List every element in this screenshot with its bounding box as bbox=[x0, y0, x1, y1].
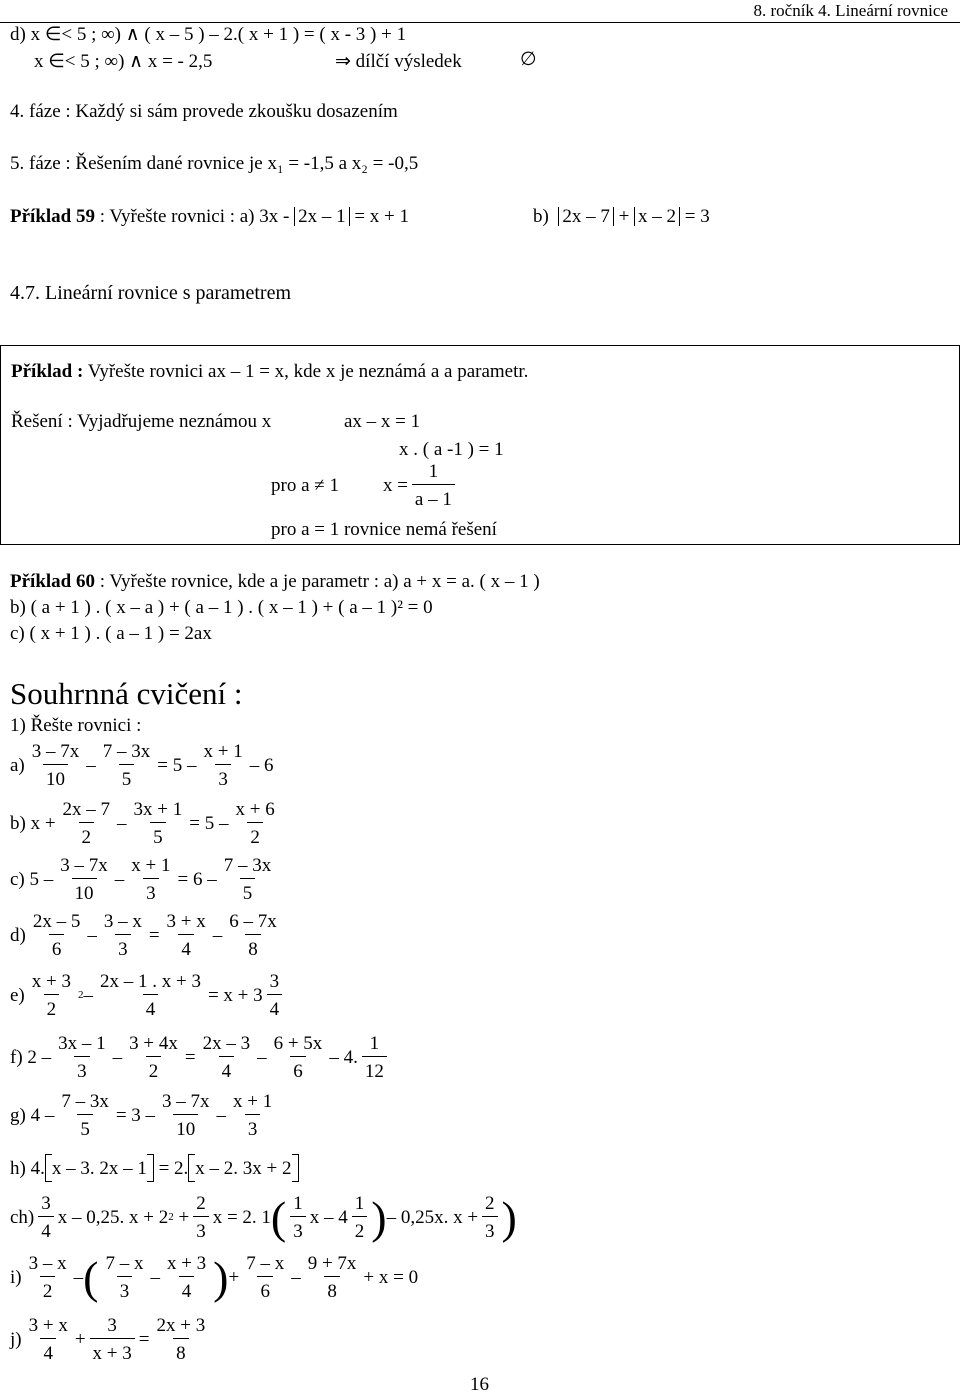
fraction bbox=[232, 800, 277, 847]
d-line-2b: ⇒ dílčí výsledek bbox=[335, 51, 462, 72]
example-59-b-rest: = 3 bbox=[684, 206, 710, 227]
solution-case-1 bbox=[271, 462, 459, 509]
exercise-e-label: e) bbox=[10, 985, 25, 1006]
denominator: 10 bbox=[173, 1114, 198, 1139]
exercise-d-label: d) bbox=[10, 925, 26, 946]
numerator: x + 1 bbox=[233, 1091, 273, 1112]
operator: = bbox=[184, 1047, 196, 1068]
example-59-rest: = x + 1 bbox=[354, 206, 410, 227]
numerator: x + 6 bbox=[235, 799, 275, 820]
numerator: 7 – x bbox=[246, 1253, 285, 1274]
fraction bbox=[271, 1034, 326, 1081]
numerator: x + 3 bbox=[31, 971, 71, 992]
denominator: 3 bbox=[215, 764, 231, 789]
numerator: 6 + 5x bbox=[273, 1033, 323, 1054]
operator: – bbox=[117, 813, 127, 834]
right-paren: ) bbox=[501, 1191, 517, 1243]
denominator: 8 bbox=[324, 1276, 340, 1301]
exercise-e bbox=[10, 972, 286, 1019]
exponent: 2 bbox=[168, 1211, 174, 1223]
fraction bbox=[58, 1092, 112, 1139]
fraction bbox=[57, 856, 111, 903]
example-60-line-3: c) ( x + 1 ) . ( a – 1 ) = 2ax bbox=[10, 623, 212, 644]
operator: – bbox=[86, 755, 96, 776]
header-rule bbox=[0, 22, 960, 23]
abs-value-a: 2x – 1 bbox=[294, 207, 350, 226]
coefficient: 4. bbox=[30, 1157, 45, 1179]
summary-title: Souhrnná cvičení : bbox=[10, 676, 243, 711]
fraction bbox=[100, 742, 154, 789]
fraction bbox=[193, 1194, 209, 1241]
denominator: 10 bbox=[72, 878, 97, 903]
exercise-i-label: i) bbox=[10, 1267, 22, 1288]
denominator: 12 bbox=[362, 1056, 387, 1081]
denominator: 3 bbox=[193, 1216, 209, 1241]
fraction bbox=[230, 1092, 275, 1139]
fraction bbox=[26, 1316, 71, 1363]
example-60-line-1 bbox=[10, 572, 540, 591]
denominator: 4 bbox=[38, 1216, 54, 1241]
x-equals: x = bbox=[382, 475, 408, 496]
example-60-label: Příklad 60 bbox=[10, 571, 95, 592]
summary-intro: 1) Řešte rovnici : bbox=[10, 715, 142, 736]
fraction bbox=[102, 1254, 146, 1301]
operator: + bbox=[178, 1207, 190, 1228]
numerator: 3x + 1 bbox=[133, 799, 183, 820]
denominator: 6 bbox=[290, 1056, 306, 1081]
denominator: 5 bbox=[77, 1114, 93, 1139]
numerator: 2 bbox=[485, 1193, 495, 1214]
fraction bbox=[30, 912, 84, 959]
plus-sign: + bbox=[618, 206, 630, 227]
fraction bbox=[97, 972, 204, 1019]
numerator: 7 – 3x bbox=[223, 855, 272, 876]
operator: – bbox=[257, 1047, 267, 1068]
operator: – bbox=[212, 925, 223, 946]
solution-eq-1: ax – x = 1 bbox=[344, 411, 421, 432]
exercise-g-label: g) bbox=[10, 1105, 26, 1126]
denominator: 2 bbox=[44, 994, 60, 1019]
phase-4: 4. fáze : Každý si sám provede zkoušku dosazením bbox=[10, 101, 398, 122]
operator: + x = 0 bbox=[363, 1267, 419, 1288]
numerator: 7 – 3x bbox=[102, 741, 151, 762]
operator: x + bbox=[30, 813, 56, 834]
fraction bbox=[243, 1254, 287, 1301]
empty-set-symbol: ∅ bbox=[520, 49, 537, 70]
abs-value-b1: 2x – 7 bbox=[558, 207, 614, 226]
fraction bbox=[362, 1034, 387, 1081]
operator: = 6 – bbox=[177, 869, 217, 890]
fraction bbox=[200, 742, 245, 789]
expression: – 0,25x. x + bbox=[386, 1207, 479, 1228]
operator: + bbox=[74, 1329, 86, 1350]
exercise-c-label: c) bbox=[10, 869, 25, 890]
denominator: 10 bbox=[43, 764, 68, 789]
operator: = 2. bbox=[158, 1157, 189, 1179]
operator: 5 – bbox=[29, 869, 54, 890]
numerator: 3 – x bbox=[103, 911, 142, 932]
numerator: x + 1 bbox=[131, 855, 171, 876]
numerator: x + 3 bbox=[166, 1253, 207, 1274]
denominator: 2 bbox=[79, 822, 95, 847]
box-example bbox=[11, 362, 528, 381]
operator: – bbox=[291, 1267, 301, 1288]
operator: – bbox=[87, 925, 97, 946]
denominator: 4 bbox=[267, 994, 283, 1019]
expression: x – 4 bbox=[309, 1207, 348, 1228]
operator: = 5 – bbox=[189, 813, 229, 834]
fraction bbox=[267, 972, 283, 1019]
denominator: 3 bbox=[143, 878, 159, 903]
denominator: 8 bbox=[245, 934, 261, 959]
page-header: 8. ročník 4. Lineární rovnice bbox=[753, 1, 948, 20]
solution-eq-2: x . ( a -1 ) = 1 bbox=[399, 439, 504, 460]
operator: – bbox=[150, 1267, 160, 1288]
fraction bbox=[305, 1254, 360, 1301]
denominator: 4 bbox=[179, 1276, 195, 1301]
numerator: 2x – 7 bbox=[62, 799, 111, 820]
denominator: 2 bbox=[352, 1216, 368, 1241]
fraction bbox=[164, 1254, 209, 1301]
numerator: 6 – 7x bbox=[229, 911, 277, 932]
fraction bbox=[226, 912, 280, 959]
numerator: 2x – 3 bbox=[202, 1033, 251, 1054]
box-example-label: Příklad : bbox=[11, 361, 84, 382]
example-box bbox=[0, 345, 960, 545]
fraction bbox=[290, 1194, 306, 1241]
numerator: 1 bbox=[369, 1033, 380, 1054]
fraction bbox=[101, 912, 145, 959]
exercise-b-label: b) bbox=[10, 813, 26, 834]
numerator: 7 – x bbox=[105, 1253, 144, 1274]
fraction bbox=[128, 856, 173, 903]
operator: 2 – bbox=[27, 1047, 52, 1068]
numerator: 2 bbox=[196, 1193, 206, 1214]
numerator: 3 + x bbox=[166, 911, 206, 932]
exercise-f-label: f) bbox=[10, 1047, 23, 1068]
abs-value-b2: x – 2 bbox=[634, 207, 680, 226]
exercise-i bbox=[10, 1251, 419, 1303]
numerator: 3 bbox=[41, 1193, 51, 1214]
fraction bbox=[221, 856, 275, 903]
fraction bbox=[29, 742, 83, 789]
denominator: 2 bbox=[247, 822, 263, 847]
denominator: 6 bbox=[257, 1276, 273, 1301]
fraction bbox=[60, 800, 114, 847]
operator: = x + 3 bbox=[207, 985, 263, 1006]
operator: – 6 bbox=[249, 755, 274, 776]
example-59 bbox=[10, 207, 409, 226]
fraction bbox=[126, 1034, 181, 1081]
exercise-ch bbox=[10, 1191, 517, 1243]
left-paren: ( bbox=[270, 1191, 287, 1243]
denominator: 4 bbox=[143, 994, 159, 1019]
numerator: 3 – x bbox=[28, 1253, 67, 1274]
numerator: 3 – 7x bbox=[31, 741, 80, 762]
right-bracket bbox=[292, 1154, 299, 1182]
operator: = 5 – bbox=[157, 755, 197, 776]
right-paren: ) bbox=[371, 1191, 387, 1243]
denominator: 4 bbox=[219, 1056, 235, 1081]
phase-5: 5. fáze : Řešením dané rovnice je x₁ = -1,5 a x₂ = -0,5 bbox=[10, 153, 419, 174]
left-paren: ( bbox=[83, 1251, 99, 1303]
denominator: 2 bbox=[146, 1056, 162, 1081]
numerator: 7 – 3x bbox=[61, 1091, 109, 1112]
fraction bbox=[200, 1034, 254, 1081]
d-line-1: d) x ∈< 5 ; ∞) ∧ ( x – 5 ) – 2.( x + 1 ) = ( x - 3 ) + 1 bbox=[10, 24, 407, 45]
numerator: 1 bbox=[354, 1193, 365, 1214]
denominator: 3 bbox=[245, 1114, 261, 1139]
denominator: 5 bbox=[240, 878, 256, 903]
example-59-b-label: b) bbox=[533, 206, 549, 227]
numerator: 2x + 3 bbox=[156, 1315, 206, 1336]
right-bracket bbox=[147, 1154, 154, 1182]
fraction bbox=[153, 1316, 208, 1363]
operator: + bbox=[228, 1267, 240, 1288]
page-number: 16 bbox=[470, 1374, 489, 1395]
fraction bbox=[29, 972, 74, 1019]
fraction bbox=[131, 800, 186, 847]
operator: – bbox=[112, 1047, 123, 1068]
operator: – bbox=[114, 869, 125, 890]
numerator: x + 1 bbox=[203, 741, 243, 762]
exercise-h-label: h) bbox=[10, 1157, 26, 1179]
left-bracket bbox=[188, 1154, 195, 1182]
numerator: 9 + 7x bbox=[307, 1253, 357, 1274]
numerator: 3 bbox=[107, 1315, 117, 1336]
right-paren: ) bbox=[213, 1251, 229, 1303]
numerator: 3 – 7x bbox=[162, 1091, 210, 1112]
fraction bbox=[38, 1194, 54, 1241]
denominator: 4 bbox=[178, 934, 194, 959]
exercise-a-label: a) bbox=[10, 755, 25, 776]
exercise-g bbox=[10, 1092, 279, 1139]
numerator: 1 bbox=[293, 1193, 303, 1214]
denominator: 5 bbox=[150, 822, 166, 847]
fraction bbox=[26, 1254, 70, 1301]
numerator: 3 + x bbox=[28, 1315, 68, 1336]
fraction bbox=[352, 1194, 368, 1241]
denominator: x + 3 bbox=[90, 1338, 135, 1363]
exercise-f bbox=[10, 1034, 391, 1081]
exponent: 2 bbox=[77, 989, 84, 1001]
exercise-h bbox=[10, 1154, 299, 1182]
denominator: 2 bbox=[40, 1276, 56, 1301]
numerator: 3 – 7x bbox=[60, 855, 108, 876]
numerator: 3 + 4x bbox=[129, 1033, 178, 1054]
operator: 4 – bbox=[30, 1105, 55, 1126]
numerator: 2x – 1 . x + 3 bbox=[99, 971, 201, 992]
fraction bbox=[159, 1092, 213, 1139]
denominator: 5 bbox=[119, 764, 135, 789]
example-60-line-2: b) ( a + 1 ) . ( x – a ) + ( a – 1 ) . ( x – 1 ) + ( a – 1 )² = 0 bbox=[10, 597, 433, 618]
fraction bbox=[90, 1316, 135, 1363]
fraction-denominator: a – 1 bbox=[412, 484, 455, 509]
left-bracket bbox=[45, 1154, 52, 1182]
denominator: 3 bbox=[115, 934, 131, 959]
fraction bbox=[482, 1194, 498, 1241]
example-60-text: : Vyřešte rovnice, kde a je parametr : a) a + x = a. ( x – 1 ) bbox=[99, 571, 540, 592]
bracket-content: x – 3. 2x – 1 bbox=[51, 1157, 147, 1179]
exercise-ch-label: ch) bbox=[10, 1207, 35, 1228]
bracket-content: x – 2. 3x + 2 bbox=[195, 1157, 292, 1179]
denominator: 3 bbox=[290, 1216, 306, 1241]
operator: – bbox=[216, 1105, 227, 1126]
section-title: 4.7. Lineární rovnice s parametrem bbox=[10, 282, 291, 304]
example-59-text: : Vyřešte rovnici : a) 3x - bbox=[99, 206, 290, 227]
exercise-d bbox=[10, 912, 284, 959]
denominator: 3 bbox=[74, 1056, 90, 1081]
operator: – bbox=[73, 1267, 84, 1288]
denominator: 4 bbox=[40, 1338, 56, 1363]
denominator: 8 bbox=[173, 1338, 189, 1363]
operator: – 4. bbox=[329, 1047, 358, 1068]
expression: x – 0,25. x + 2 bbox=[57, 1207, 169, 1228]
box-example-text: Vyřešte rovnici ax – 1 = x, kde x je neznámá a a parametr. bbox=[87, 361, 529, 382]
fraction bbox=[164, 912, 209, 959]
numerator: 3x – 1 bbox=[58, 1033, 106, 1054]
exercise-j bbox=[10, 1316, 212, 1363]
numerator: 3 bbox=[269, 971, 280, 992]
operator: = 3 – bbox=[115, 1105, 156, 1126]
solution-case-2: pro a = 1 rovnice nemá řešení bbox=[271, 519, 497, 540]
denominator: 3 bbox=[482, 1216, 498, 1241]
solution-fraction bbox=[412, 462, 455, 509]
denominator: 3 bbox=[117, 1276, 133, 1301]
exercise-c bbox=[10, 856, 278, 903]
d-line-2a: x ∈< 5 ; ∞) ∧ x = - 2,5 bbox=[34, 51, 213, 72]
example-59-label: Příklad 59 bbox=[10, 206, 95, 227]
case-1-condition: pro a ≠ 1 bbox=[271, 475, 339, 496]
exercise-b bbox=[10, 800, 282, 847]
numerator: 2x – 5 bbox=[32, 911, 81, 932]
exercise-j-label: j) bbox=[10, 1329, 22, 1350]
operator: = bbox=[148, 925, 160, 946]
operator: = bbox=[138, 1329, 150, 1350]
exercise-a bbox=[10, 742, 273, 789]
fraction bbox=[55, 1034, 109, 1081]
fraction-numerator: 1 bbox=[428, 461, 439, 482]
expression: x = 2. 1 bbox=[212, 1207, 271, 1228]
operator: – bbox=[83, 985, 93, 1006]
example-59-b bbox=[533, 207, 710, 226]
solution-label: Řešení : Vyjadřujeme neznámou x bbox=[11, 411, 272, 432]
denominator: 6 bbox=[49, 934, 65, 959]
